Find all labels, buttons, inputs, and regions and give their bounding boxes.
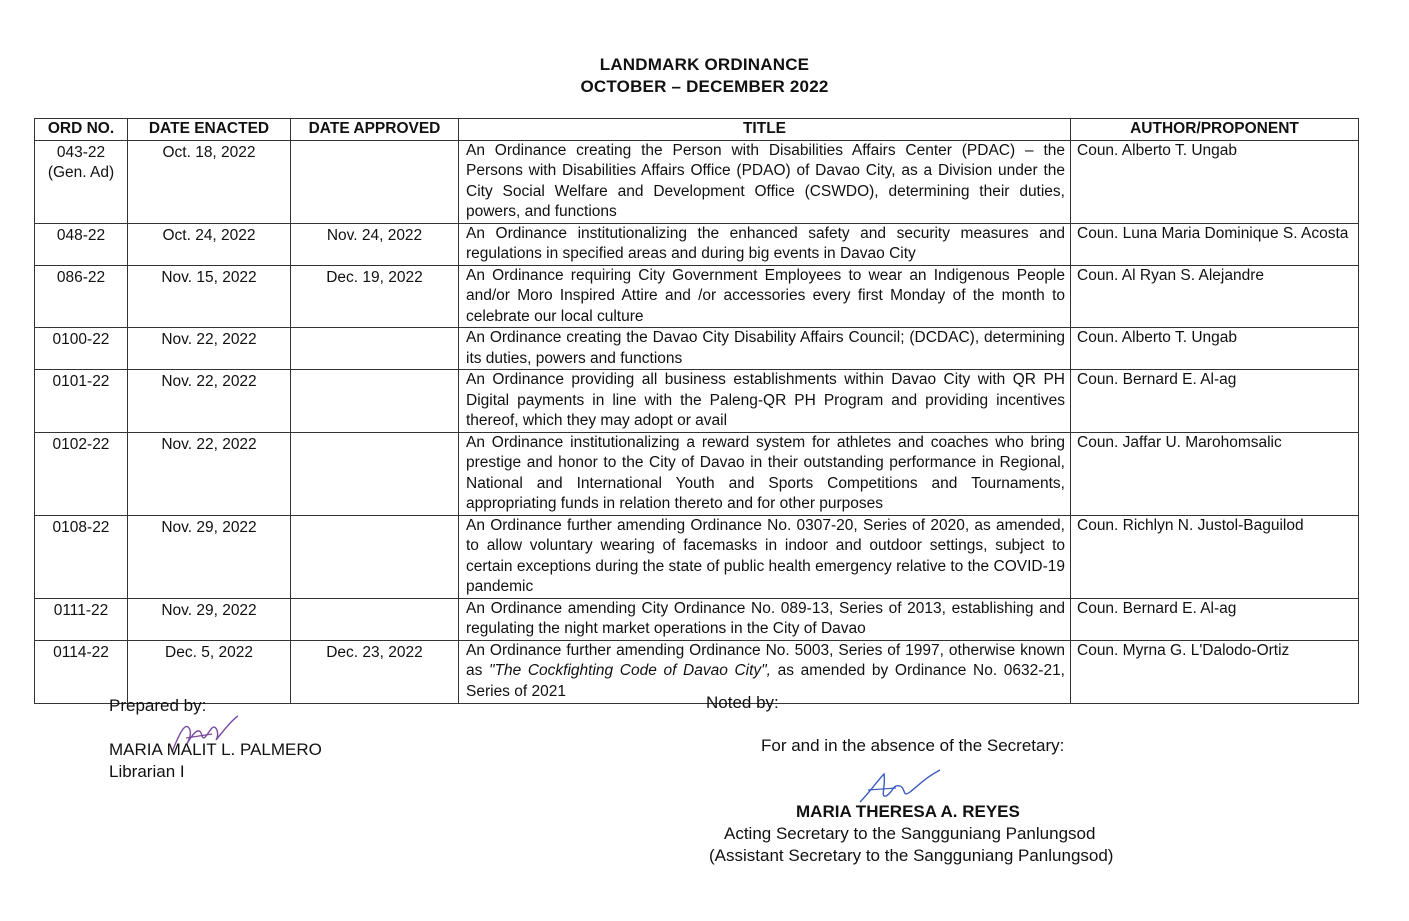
author-cell: Coun. Alberto T. Ungab <box>1071 140 1359 223</box>
date-approved-cell <box>291 598 459 640</box>
prepared-by-name: MARIA MALIT L. PALMERO <box>109 740 322 759</box>
date-enacted-cell: Oct. 24, 2022 <box>128 223 291 265</box>
author-cell: Coun. Myrna G. L'Dalodo-Ortiz <box>1071 640 1359 703</box>
ord-no-sub: (Gen. Ad) <box>47 164 115 181</box>
date-enacted-cell: Nov. 22, 2022 <box>128 432 291 515</box>
title-italic-text: "The Cockfighting Code of Davao City", <box>489 662 771 679</box>
date-approved-cell: Dec. 23, 2022 <box>291 640 459 703</box>
title-cell: An Ordinance providing all business establishments within Davao City with QR PH Digital payments in line with the Paleng-QR PH Program and providing incentives thereof, which they may adopt or avail <box>459 370 1071 433</box>
date-enacted-cell: Nov. 29, 2022 <box>128 515 291 598</box>
header-title: TITLE <box>459 119 1071 141</box>
noted-by-label: Noted by: <box>706 693 779 712</box>
document-period: OCTOBER – DECEMBER 2022 <box>580 77 829 96</box>
author-cell: Coun. Bernard E. Al-ag <box>1071 370 1359 433</box>
table-row <box>35 598 1359 640</box>
title-text-cont: as amended by Ordinance No. 0632-21, Series of 2021 <box>466 662 1065 700</box>
date-enacted-cell: Nov. 22, 2022 <box>128 370 291 433</box>
noted-by-position: Acting Secretary to the Sangguniang Panlungsod <box>724 824 1096 843</box>
ord-no-cell <box>35 140 128 223</box>
title-text: An Ordinance further amending Ordinance No. 5003, Series of 1997, otherwise known as <box>466 641 1065 679</box>
ord-no: 043-22 <box>56 143 106 161</box>
table-row <box>35 223 1359 265</box>
header-date-approved: DATE APPROVED <box>291 119 459 141</box>
date-enacted-cell: Nov. 22, 2022 <box>128 328 291 370</box>
prepared-by-position: Librarian I <box>109 762 185 781</box>
date-enacted-cell: Nov. 15, 2022 <box>128 265 291 328</box>
table-row <box>35 265 1359 328</box>
noted-by-position-alt: (Assistant Secretary to the Sangguniang Panlungsod) <box>709 846 1114 865</box>
title-cell: An Ordinance institutionalizing the enhanced safety and security measures and regulations in specified areas and during big events in Davao City <box>459 223 1071 265</box>
ord-no-cell: 0108-22 <box>35 515 128 598</box>
date-approved-cell <box>291 370 459 433</box>
title-cell: An Ordinance requiring City Government Employees to wear an Indigenous People and/or Moro Inspired Attire and /or accessories every first Monday of the month to celebrate our local culture <box>459 265 1071 328</box>
title-cell: An Ordinance institutionalizing a reward system for athletes and coaches who bring prestige and honor to the City of Davao in their outstanding performance in Regional, National and International Youth and Sports Competitions and Tournaments, appropriating funds in relation thereto and for other purposes <box>459 432 1071 515</box>
date-approved-cell <box>291 140 459 223</box>
ordinance-table <box>34 118 1359 704</box>
author-cell: Coun. Luna Maria Dominique S. Acosta <box>1071 223 1359 265</box>
author-cell: Coun. Richlyn N. Justol-Baguilod <box>1071 515 1359 598</box>
ord-no-cell: 048-22 <box>35 223 128 265</box>
absence-note: For and in the absence of the Secretary: <box>761 736 1065 755</box>
title-cell: An Ordinance amending City Ordinance No. 089-13, Series of 2013, establishing and regulating the night market operations in the City of Davao <box>459 598 1071 640</box>
document-title: LANDMARK ORDINANCE <box>599 55 810 74</box>
date-enacted-cell: Nov. 29, 2022 <box>128 598 291 640</box>
date-approved-cell: Dec. 19, 2022 <box>291 265 459 328</box>
table-row <box>35 328 1359 370</box>
date-enacted-cell: Dec. 5, 2022 <box>128 640 291 703</box>
author-cell: Coun. Al Ryan S. Alejandre <box>1071 265 1359 328</box>
ord-no-cell: 0100-22 <box>35 328 128 370</box>
header-ord-no: ORD NO. <box>35 119 128 141</box>
date-approved-cell <box>291 328 459 370</box>
date-approved-cell <box>291 515 459 598</box>
title-cell: An Ordinance creating the Davao City Disability Affairs Council; (DCDAC), determining its duties, powers and functions <box>459 328 1071 370</box>
prepared-by-label: Prepared by: <box>109 696 207 715</box>
date-approved-cell: Nov. 24, 2022 <box>291 223 459 265</box>
table-row <box>35 515 1359 598</box>
ord-no-cell: 0111-22 <box>35 598 128 640</box>
ord-no-cell: 0102-22 <box>35 432 128 515</box>
title-cell: An Ordinance further amending Ordinance No. 0307-20, Series of 2020, as amended, to allow voluntary wearing of facemasks in indoor and outdoor settings, subject to certain exceptions during the state of public health emergency relative to the COVID-19 pandemic <box>459 515 1071 598</box>
noted-by-name: MARIA THERESA A. REYES <box>796 802 1020 821</box>
header-date-enacted: DATE ENACTED <box>128 119 291 141</box>
ord-no-cell: 0101-22 <box>35 370 128 433</box>
table-header-row <box>35 119 1359 141</box>
ord-no-cell: 086-22 <box>35 265 128 328</box>
header-author: AUTHOR/PROPONENT <box>1071 119 1359 141</box>
author-cell: Coun. Bernard E. Al-ag <box>1071 598 1359 640</box>
author-cell: Coun. Alberto T. Ungab <box>1071 328 1359 370</box>
table-row <box>35 370 1359 433</box>
title-cell: An Ordinance creating the Person with Disabilities Affairs Center (PDAC) – the Persons with Disabilities Affairs Office (PDAO) of Davao City, as a Division under the City Social Welfare and Development Office (CSWDO), determining their duties, powers, and functions <box>459 140 1071 223</box>
author-cell: Coun. Jaffar U. Marohomsalic <box>1071 432 1359 515</box>
table-row <box>35 640 1359 703</box>
ord-no-cell: 0114-22 <box>35 640 128 703</box>
date-approved-cell <box>291 432 459 515</box>
date-enacted-cell: Oct. 18, 2022 <box>128 140 291 223</box>
table-row <box>35 432 1359 515</box>
table-row <box>35 140 1359 223</box>
